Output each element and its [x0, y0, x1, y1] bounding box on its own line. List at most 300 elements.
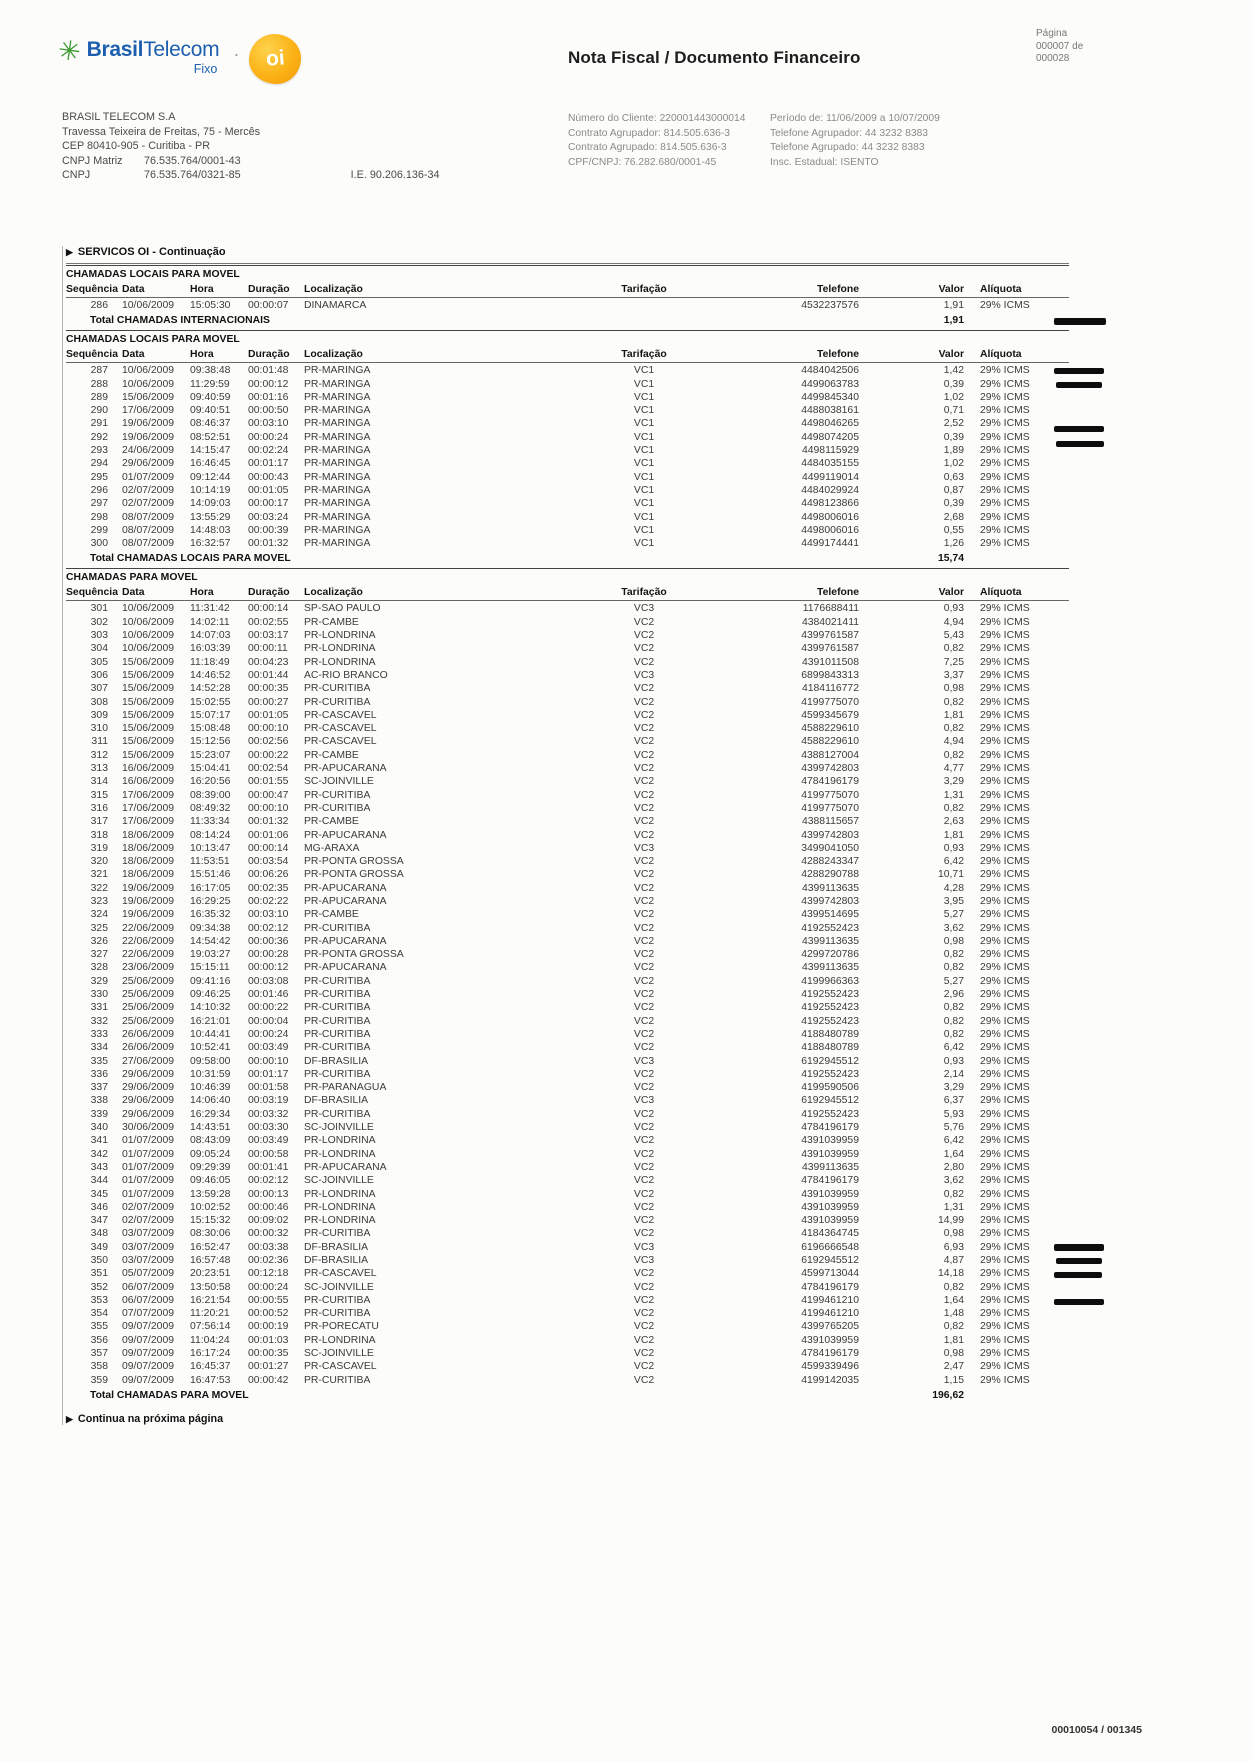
call-row	[66, 1241, 1069, 1254]
cell-sequence: 305	[90, 656, 108, 668]
call-row	[66, 908, 1069, 921]
call-row	[66, 378, 1069, 391]
cell-value: 1,02	[943, 391, 964, 403]
brasiltelecom-wordmark	[87, 38, 220, 76]
state-registration: I.E. 90.206.136-34	[350, 169, 440, 181]
cell-value: 0,82	[943, 949, 964, 961]
cell-date: 26/06/2009	[122, 1028, 175, 1040]
cell-phone: 4192552423	[801, 1068, 859, 1080]
cell-tariff: VC3	[633, 842, 655, 854]
cell-sequence: 345	[90, 1188, 108, 1200]
call-row	[66, 629, 1069, 642]
scan-mark	[1054, 1299, 1104, 1305]
cell-date: 05/07/2009	[122, 1268, 175, 1280]
cell-value: 3,95	[943, 895, 964, 907]
cell-tax-rate: 29% ICMS	[980, 603, 1030, 615]
cell-time: 16:35:32	[190, 909, 231, 921]
call-row	[66, 948, 1069, 961]
cell-location: PR-LONDRINA	[304, 1135, 376, 1147]
cell-phone: 4399765205	[801, 1321, 859, 1333]
cell-tax-rate: 29% ICMS	[980, 405, 1030, 417]
cell-tax-rate: 29% ICMS	[980, 856, 1030, 868]
call-table	[66, 265, 1069, 329]
cell-value: 1,64	[943, 1294, 964, 1306]
cell-value: 5,43	[943, 630, 964, 642]
cell-time: 16:03:39	[190, 643, 231, 655]
cell-duration: 00:00:43	[248, 471, 289, 483]
cell-date: 10/06/2009	[122, 603, 175, 615]
cell-time: Hora	[190, 349, 214, 361]
cell-duration: 00:03:08	[248, 975, 289, 987]
cell-date: 17/06/2009	[122, 802, 175, 814]
cell-tax-rate: 29% ICMS	[980, 736, 1030, 748]
cell-tariff: VC2	[633, 1122, 655, 1134]
cell-duration: 00:01:32	[248, 816, 289, 828]
cell-phone: 4784196179	[801, 1175, 859, 1187]
cell-tax-rate: 29% ICMS	[980, 882, 1030, 894]
cell-time: Hora	[190, 587, 214, 599]
cell-tariff: VC2	[633, 1228, 655, 1240]
cell-tariff: VC2	[633, 829, 655, 841]
cell-value: 5,27	[943, 975, 964, 987]
cell-date: 06/07/2009	[122, 1281, 175, 1293]
cell-time: 09:34:38	[190, 922, 231, 934]
cell-duration: 00:00:35	[248, 683, 289, 695]
cell-date: 18/06/2009	[122, 842, 175, 854]
cell-time: 10:31:59	[190, 1068, 231, 1080]
cell-sequence: 356	[90, 1334, 108, 1346]
cell-tariff: VC2	[633, 882, 655, 894]
info-line: Contrato Agrupador: 814.505.636-3	[568, 127, 731, 139]
cell-duration: 00:03:30	[248, 1122, 289, 1134]
cell-tariff: VC2	[633, 1321, 655, 1333]
cell-location: PR-APUCARANA	[304, 962, 387, 974]
cell-sequence: 286	[90, 300, 108, 311]
cell-date: 15/06/2009	[122, 656, 175, 668]
cell-time: 15:02:55	[190, 696, 231, 708]
cell-tariff: VC1	[633, 484, 655, 496]
cell-value: 1,89	[943, 445, 964, 457]
cnpj-matriz-row	[62, 154, 440, 169]
call-row	[66, 762, 1069, 775]
cell-tariff: VC2	[633, 975, 655, 987]
cell-tariff: VC1	[633, 538, 655, 550]
client-info-left	[568, 112, 745, 170]
cell-tax-rate: 29% ICMS	[980, 683, 1030, 695]
cell-time: 08:52:51	[190, 431, 231, 443]
scan-mark	[1054, 318, 1106, 325]
cell-phone: 6192945512	[801, 1095, 859, 1107]
section-title-text: SERVICOS OI - Continuação	[77, 246, 226, 258]
cell-time: 15:12:56	[190, 736, 231, 748]
cell-location: PR-APUCARANA	[304, 935, 387, 947]
cell-time: 09:05:24	[190, 1148, 231, 1160]
table-total-row	[66, 550, 1069, 567]
cell-sequence: 319	[90, 842, 108, 854]
cell-tariff: Tarifação	[621, 284, 667, 295]
cell-value: 6,42	[943, 856, 964, 868]
cell-tax-rate: 29% ICMS	[980, 538, 1030, 550]
cell-phone: 4288243347	[801, 856, 859, 868]
cell-phone: 4484042506	[801, 365, 859, 377]
cell-phone: 4199966363	[801, 975, 859, 987]
cell-sequence: 303	[90, 630, 108, 642]
cell-date: Data	[122, 349, 145, 361]
cell-date: 29/06/2009	[122, 1082, 175, 1094]
cell-tariff: VC1	[633, 511, 655, 523]
cell-date: 25/06/2009	[122, 975, 175, 987]
cell-phone: 4391011508	[801, 656, 859, 668]
cell-location: MG-ARAXA	[304, 842, 360, 854]
cell-time: 16:29:25	[190, 895, 231, 907]
cell-time: 09:40:59	[190, 391, 231, 403]
call-row	[66, 1214, 1069, 1227]
cell-sequence: 321	[90, 869, 108, 881]
cell-date: 15/06/2009	[122, 391, 175, 403]
oi-logo-icon	[249, 34, 301, 84]
cell-tariff: VC3	[633, 1241, 655, 1253]
call-row	[66, 1294, 1069, 1307]
call-row	[66, 1108, 1069, 1121]
info-line: Insc. Estadual: ISENTO	[770, 156, 879, 168]
cell-location: PR-MARINGA	[304, 365, 371, 377]
cell-tax-rate: 29% ICMS	[980, 1122, 1030, 1134]
cell-tax-rate: 29% ICMS	[980, 1042, 1030, 1054]
table-header-row	[66, 347, 1069, 363]
cell-date: 03/07/2009	[122, 1255, 175, 1266]
cell-value: 0,93	[943, 842, 964, 854]
cell-value: 1,81	[943, 709, 964, 721]
call-row	[66, 1055, 1069, 1068]
cell-duration: 00:01:27	[248, 1361, 289, 1373]
table-total-row	[66, 312, 1069, 329]
cell-duration: 00:01:48	[248, 365, 289, 377]
cell-date: 09/07/2009	[122, 1348, 175, 1360]
cell-duration: 00:00:46	[248, 1201, 289, 1213]
cell-tax-rate: 29% ICMS	[980, 696, 1030, 708]
cell-phone: 4391039959	[801, 1135, 859, 1147]
cell-tariff: Tarifação	[621, 587, 667, 599]
cell-location: PR-APUCARANA	[304, 895, 387, 907]
cell-sequence: 302	[90, 616, 108, 628]
cell-sequence: 317	[90, 816, 108, 828]
cell-date: 25/06/2009	[122, 989, 175, 1001]
cell-duration: 00:03:32	[248, 1108, 289, 1120]
cell-tariff: VC1	[633, 378, 655, 390]
cell-sequence: 339	[90, 1108, 108, 1120]
cell-location: PR-CURITIBA	[304, 789, 371, 801]
call-row	[66, 842, 1069, 855]
call-row	[66, 1174, 1069, 1187]
cell-value: 4,28	[943, 882, 964, 894]
info-line: Telefone Agrupado: 44 3232 8383	[770, 142, 925, 153]
call-row	[66, 815, 1069, 828]
call-row	[66, 524, 1069, 537]
cell-sequence: 318	[90, 829, 108, 841]
cell-tax-rate: 29% ICMS	[980, 458, 1030, 470]
cell-duration: 00:00:17	[248, 498, 289, 510]
cell-sequence: 320	[90, 856, 108, 868]
cell-sequence: 344	[90, 1175, 108, 1187]
cell-tax-rate: 29% ICMS	[980, 656, 1030, 668]
cell-location: DF-BRASILIA	[304, 1255, 369, 1266]
cell-location: PR-MARINGA	[304, 458, 371, 470]
cell-phone: 4484029924	[801, 484, 859, 496]
cell-time: 09:46:25	[190, 989, 231, 1001]
cell-tax-rate: 29% ICMS	[980, 1135, 1030, 1147]
cell-location: PR-PARANAGUA	[304, 1082, 387, 1094]
cell-date: 09/07/2009	[122, 1321, 175, 1333]
cell-value: 6,37	[943, 1095, 964, 1107]
cell-value: 0,82	[943, 749, 964, 761]
call-row	[66, 882, 1069, 895]
table-total-row	[66, 1387, 1069, 1404]
cell-date: 02/07/2009	[122, 1201, 175, 1213]
call-row	[66, 471, 1069, 484]
cell-value: 3,29	[943, 1082, 964, 1094]
cell-value: 0,71	[943, 405, 964, 417]
cell-tariff: VC2	[633, 909, 655, 921]
cell-date: 17/06/2009	[122, 789, 175, 801]
cell-duration: 00:01:58	[248, 1082, 289, 1094]
cell-date: 15/06/2009	[122, 683, 175, 695]
cell-duration: 00:00:36	[248, 935, 289, 947]
cell-date: 10/06/2009	[122, 643, 175, 655]
cell-sequence: 351	[90, 1268, 108, 1280]
cell-location: PR-CURITIBA	[304, 1068, 371, 1080]
cell-duration: 00:02:22	[248, 895, 289, 907]
call-row	[66, 988, 1069, 1001]
cell-sequence: 337	[90, 1082, 108, 1094]
cell-tariff: VC2	[633, 1135, 655, 1147]
call-row	[66, 1094, 1069, 1107]
cell-date: 10/06/2009	[122, 630, 175, 642]
cell-tax-rate: 29% ICMS	[980, 763, 1030, 775]
cell-phone: 4199461210	[801, 1294, 859, 1306]
call-row	[66, 431, 1069, 444]
cell-tax-rate: 29% ICMS	[980, 1161, 1030, 1173]
cell-time: 08:46:37	[190, 418, 231, 430]
cell-time: 19:03:27	[190, 949, 231, 961]
cell-duration: 00:04:23	[248, 656, 289, 668]
cell-tax-rate: 29% ICMS	[980, 1015, 1030, 1027]
cell-time: 11:20:21	[190, 1308, 230, 1320]
cell-location: PR-CASCAVEL	[304, 736, 377, 748]
call-row	[66, 511, 1069, 524]
page-label: Página	[1036, 28, 1068, 39]
cell-tariff: VC2	[633, 630, 655, 642]
cell-sequence: 340	[90, 1122, 108, 1134]
cell-duration: 00:02:24	[248, 445, 289, 457]
cell-duration: 00:03:19	[248, 1095, 289, 1107]
cell-time: 15:15:32	[190, 1215, 231, 1227]
call-row	[66, 444, 1069, 457]
cell-tariff: VC2	[633, 962, 655, 974]
call-row	[66, 1068, 1069, 1081]
cell-tax-rate: Alíquota	[980, 349, 1022, 361]
cell-location: PR-MARINGA	[304, 498, 371, 510]
call-row	[66, 749, 1069, 762]
table-header-row	[66, 282, 1069, 298]
cell-sequence: 332	[90, 1015, 108, 1027]
cell-value: 2,68	[943, 511, 964, 523]
cell-sequence: 309	[90, 709, 108, 721]
cell-time: 16:21:54	[190, 1294, 231, 1306]
cell-value: 1,26	[943, 538, 964, 550]
cell-phone: 3499041050	[801, 842, 859, 854]
cell-date: 08/07/2009	[122, 538, 175, 550]
cell-phone: 6192945512	[801, 1055, 859, 1067]
cell-time: 09:41:16	[190, 975, 231, 987]
cell-tax-rate: 29% ICMS	[980, 1334, 1030, 1346]
cell-time: 09:29:39	[190, 1161, 231, 1173]
call-row	[66, 1015, 1069, 1028]
cell-tax-rate: 29% ICMS	[980, 1294, 1030, 1306]
cell-location: PR-MARINGA	[304, 445, 371, 457]
cell-time: 14:43:51	[190, 1122, 231, 1134]
cell-tax-rate: 29% ICMS	[980, 802, 1030, 814]
call-row	[66, 1161, 1069, 1174]
call-row	[66, 497, 1069, 510]
cell-time: 14:15:47	[190, 445, 231, 457]
cell-tax-rate: 29% ICMS	[980, 989, 1030, 1001]
cell-date: 08/07/2009	[122, 511, 175, 523]
cell-duration: 00:00:32	[248, 1228, 289, 1240]
call-row	[66, 1227, 1069, 1240]
cell-time: 20:23:51	[190, 1268, 231, 1280]
cell-value: 2,14	[943, 1068, 964, 1080]
cell-location: PR-CURITIBA	[304, 1374, 371, 1386]
cell-duration: 00:01:05	[248, 484, 289, 496]
cell-date: 29/06/2009	[122, 1108, 175, 1120]
call-row	[66, 1254, 1069, 1267]
cell-sequence: 336	[90, 1068, 108, 1080]
cell-value: 10,71	[937, 869, 964, 881]
cell-date: 16/06/2009	[122, 776, 175, 788]
cell-time: 07:56:14	[190, 1321, 231, 1333]
cell-tariff: VC1	[633, 418, 655, 430]
cell-tariff: VC2	[633, 856, 655, 868]
cell-phone: 4399113635	[801, 962, 859, 974]
company-name: BRASIL TELECOM S.A	[62, 111, 176, 123]
cell-duration: 00:00:12	[248, 962, 289, 974]
cell-location: PR-CAMBE	[304, 616, 359, 628]
cell-tax-rate: 29% ICMS	[980, 391, 1030, 403]
cell-sequence: 358	[90, 1361, 108, 1373]
cell-tax-rate: 29% ICMS	[980, 842, 1030, 854]
cell-value: 2,80	[943, 1161, 964, 1173]
cell-sequence: 335	[90, 1055, 108, 1067]
cell-sequence: 291	[90, 418, 108, 430]
cell-location: DF-BRASILIA	[304, 1241, 369, 1253]
cell-time: 14:09:03	[190, 498, 231, 510]
oi-logo-text: oi	[265, 46, 286, 71]
tables	[66, 265, 1069, 1404]
scan-mark	[1054, 1244, 1104, 1251]
cell-value: 4,77	[943, 763, 964, 775]
cell-value: 2,47	[943, 1361, 964, 1373]
cell-sequence: 306	[90, 669, 108, 681]
cell-duration: 00:01:17	[248, 458, 289, 470]
cell-duration: 00:01:16	[248, 391, 289, 403]
continuation-marker-icon: ▶	[66, 1413, 73, 1424]
cell-tax-rate: 29% ICMS	[980, 829, 1030, 841]
cell-date: 10/06/2009	[122, 300, 175, 311]
call-row	[66, 789, 1069, 802]
cell-location: DF-BRASILIA	[304, 1055, 369, 1067]
cell-sequence: 355	[90, 1321, 108, 1333]
cell-duration: 00:03:38	[248, 1241, 289, 1253]
call-row	[66, 1188, 1069, 1201]
continuation-note	[66, 1413, 1069, 1425]
cell-tax-rate: 29% ICMS	[980, 418, 1030, 430]
brasiltelecom-logo	[56, 34, 301, 84]
cell-time: 16:32:57	[190, 538, 231, 550]
cell-date: 22/06/2009	[122, 922, 175, 934]
cell-tax-rate: 29% ICMS	[980, 1175, 1030, 1187]
cell-time: 11:53:51	[190, 856, 230, 868]
cell-time: 10:52:41	[190, 1042, 231, 1054]
cell-tariff: VC1	[633, 471, 655, 483]
info-line: Telefone Agrupador: 44 3232 8383	[770, 127, 929, 139]
cell-value: 1,81	[943, 1334, 964, 1346]
cell-time: 14:07:03	[190, 630, 231, 642]
cell-time: 15:04:41	[190, 763, 231, 775]
cell-date: 01/07/2009	[122, 1188, 175, 1200]
cell-phone: 4532237576	[801, 300, 859, 311]
cell-time: 14:52:28	[190, 683, 231, 695]
call-row	[66, 802, 1069, 815]
cell-value: 5,27	[943, 909, 964, 921]
company-address-line2: CEP 80410-905 - Curitiba - PR	[62, 140, 211, 152]
cell-duration: 00:00:47	[248, 789, 289, 801]
cell-duration: 00:00:10	[248, 1055, 289, 1067]
call-row	[66, 1041, 1069, 1054]
cell-duration: 00:00:04	[248, 1015, 289, 1027]
cell-tax-rate: 29% ICMS	[980, 378, 1030, 390]
cell-tariff: VC1	[633, 445, 655, 457]
cell-time: 10:02:52	[190, 1201, 231, 1213]
cell-duration: 00:00:24	[248, 1281, 289, 1293]
cell-date: 15/06/2009	[122, 736, 175, 748]
cell-sequence: 333	[90, 1028, 108, 1040]
cell-date: 29/06/2009	[122, 1068, 175, 1080]
cell-duration: 00:00:27	[248, 696, 289, 708]
cell-location: PR-PONTA GROSSA	[304, 869, 404, 881]
cell-time: 08:14:24	[190, 829, 231, 841]
cell-time: 08:39:00	[190, 789, 231, 801]
cell-location: PR-CURITIBA	[304, 696, 371, 708]
cell-value: 5,76	[943, 1122, 964, 1134]
cell-value: 1,48	[943, 1308, 964, 1320]
cell-tariff: VC2	[633, 683, 655, 695]
cell-duration: 00:02:54	[248, 763, 289, 775]
cell-date: 16/06/2009	[122, 763, 175, 775]
cell-location: PR-APUCARANA	[304, 763, 387, 775]
cell-tariff	[504, 299, 784, 312]
cell-tax-rate: 29% ICMS	[980, 1095, 1030, 1107]
cnpj-matriz-label: CNPJ Matriz	[62, 154, 123, 167]
cell-sequence: 325	[90, 922, 108, 934]
cell-value: 14,18	[937, 1268, 964, 1280]
cell-value: 2,52	[943, 418, 964, 430]
cell-tariff: VC2	[633, 1281, 655, 1293]
cell-value: 0,39	[943, 431, 964, 443]
cell-duration: 00:01:03	[248, 1334, 289, 1346]
cell-phone: 4188480789	[801, 1028, 859, 1040]
cell-date: 10/06/2009	[122, 616, 175, 628]
cell-time: 14:54:42	[190, 935, 231, 947]
